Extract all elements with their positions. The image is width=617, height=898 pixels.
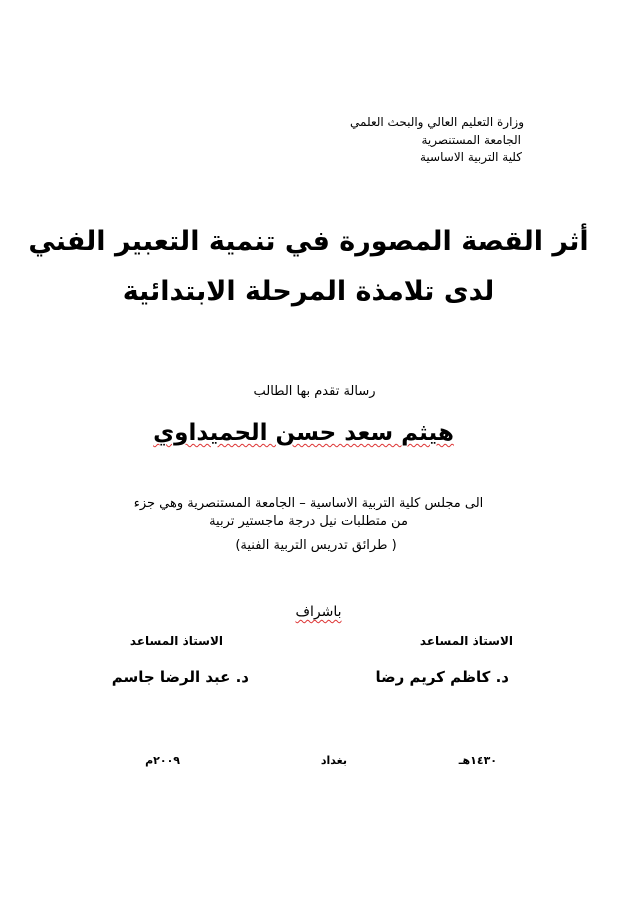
description-line3: ( طرائق تدريس التربية الفنية)	[235, 538, 397, 553]
author-name-text: هيثم سعد حسن الحميداوي	[153, 420, 454, 446]
hijri-year: ١٤٣٠هـ	[458, 754, 497, 767]
city-name: بغداد	[320, 754, 347, 767]
supervisor1-role: الاستاذ المساعد	[419, 634, 513, 648]
university-name: الجامعة المستنصرية	[421, 133, 521, 147]
gregorian-year: ٢٠٠٩م	[145, 754, 180, 767]
thesis-title-line2: لدى تلامذة المرحلة الابتدائية	[122, 276, 495, 307]
supervision-heading	[0, 604, 617, 620]
submitted-by-label: رسالة تقدم بها الطالب	[253, 384, 376, 399]
author-name	[0, 420, 617, 446]
description-line2: من متطلبات نيل درجة ماجستير تربية	[209, 514, 408, 529]
supervisor2-role: الاستاذ المساعد	[129, 634, 223, 648]
supervisor2-name: د. عبد الرضا جاسم	[111, 668, 249, 686]
supervisor1-name: د. كاظم كريم رضا	[375, 668, 509, 686]
description-line1: الى مجلس كلية التربية الاساسية – الجامعة المستنصرية وهي جزء	[133, 496, 484, 511]
ministry-name: وزارة التعليم العالي والبحث العلمي	[350, 115, 524, 129]
supervision-heading-text: باشراف	[295, 604, 342, 620]
thesis-title-line1: أثر القصة المصورة في تنمية التعبير الفني	[28, 226, 589, 257]
college-name: كلية التربية الاساسية	[420, 150, 522, 164]
